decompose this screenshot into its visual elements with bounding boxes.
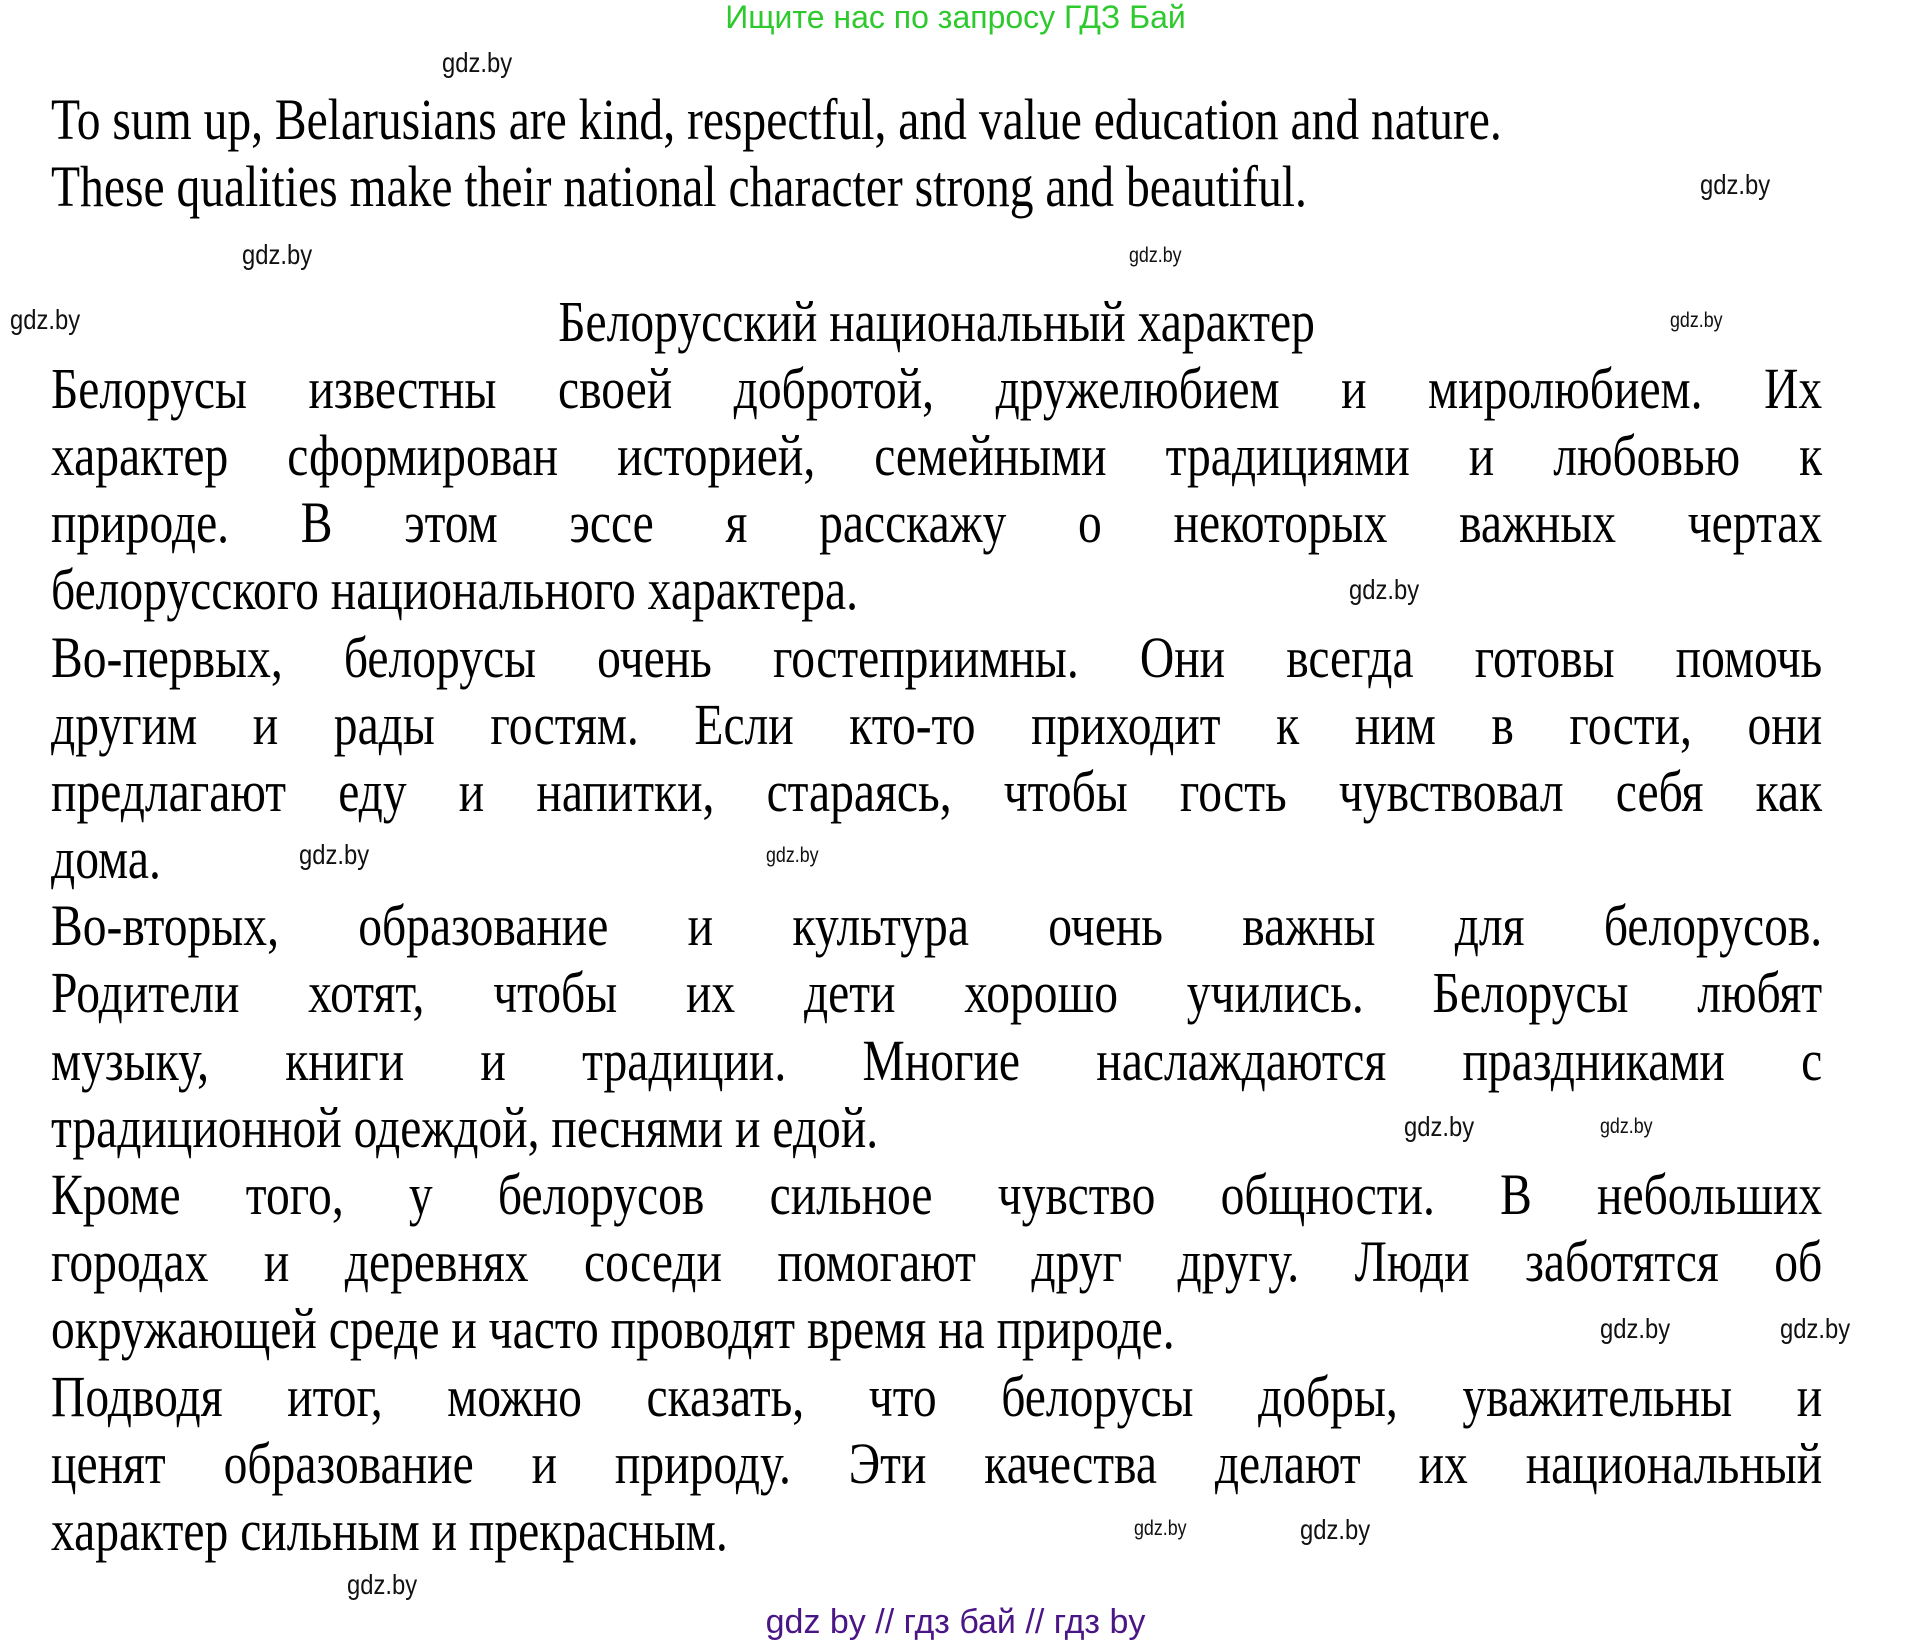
watermark: gdz.by: [1300, 1514, 1371, 1545]
essay-line: городах и деревнях соседи помогают друг другу. Люди заботятся об: [51, 1229, 1823, 1295]
essay-line: Во-вторых, образование и культура очень важны для белорусов.: [51, 893, 1823, 959]
spacer: [51, 220, 1822, 287]
essay-line: музыку, книги и традиции. Многие наслаждаются праздниками с: [51, 1027, 1823, 1093]
watermark: gdz.by: [10, 304, 81, 335]
watermark: gdz.by: [1404, 1111, 1475, 1142]
essay-line: окружающей среде и часто проводят время на природе.: [51, 1296, 1175, 1362]
essay-line: Родители хотят, чтобы их дети хорошо учились. Белорусы любят: [51, 960, 1823, 1026]
watermark: gdz.by: [1700, 169, 1771, 200]
search-banner[interactable]: Ищите нас по запросу ГДЗ Бай: [725, 0, 1186, 35]
english-line: These qualities make their national character strong and beautiful.: [51, 154, 1307, 220]
essay-line: дома.: [51, 826, 161, 892]
essay-line: характер сильным и прекрасным.: [51, 1497, 728, 1563]
watermark: gdz.by: [1600, 1115, 1653, 1138]
essay-title: Белорусский национальный характер: [558, 288, 1315, 354]
footer-links[interactable]: gdz by // гдз бай // гдз by: [765, 1603, 1146, 1641]
watermark: gdz.by: [1600, 1313, 1671, 1344]
essay-line: Белорусы известны своей добротой, дружелюбием и миролюбием. Их: [51, 355, 1823, 421]
russian-essay: [51, 355, 1822, 1564]
watermark: gdz.by: [1780, 1313, 1851, 1344]
essay-line: ценят образование и природу. Эти качества делают их национальный: [51, 1430, 1823, 1496]
watermark: gdz.by: [442, 47, 513, 78]
watermark: gdz.by: [242, 239, 313, 270]
watermark: gdz.by: [1670, 309, 1723, 332]
essay-text: [51, 86, 1822, 1564]
essay-line: Подводя итог, можно сказать, что белорусы добры, уважительны и: [51, 1363, 1823, 1429]
watermark: gdz.by: [1349, 574, 1420, 605]
essay-line: Кроме того, у белорусов сильное чувство общности. В небольших: [51, 1162, 1823, 1227]
watermark: gdz.by: [299, 839, 370, 870]
essay-line: белорусского национального характера.: [51, 557, 858, 623]
essay-line: природе. В этом эссе я расскажу о некоторых важных чертах: [51, 490, 1823, 556]
essay-line: характер сформирован историей, семейными традициями и любовью к: [51, 422, 1823, 488]
essay-line: Во-первых, белорусы очень гостеприимны. Они всегда готовы помочь: [51, 624, 1823, 690]
watermark: gdz.by: [1129, 244, 1182, 267]
english-line: To sum up, Belarusians are kind, respectful, and value education and nature.: [51, 87, 1502, 152]
watermark: gdz.by: [347, 1569, 418, 1600]
essay-line: предлагают еду и напитки, стараясь, чтобы гость чувствовал себя как: [51, 758, 1823, 824]
watermark: gdz.by: [1134, 1517, 1187, 1540]
watermark: gdz.by: [766, 844, 819, 867]
essay-line: традиционной одеждой, песнями и едой.: [51, 1094, 879, 1160]
essay-line: другим и рады гостям. Если кто-то приходит к ним в гости, они: [51, 691, 1823, 757]
